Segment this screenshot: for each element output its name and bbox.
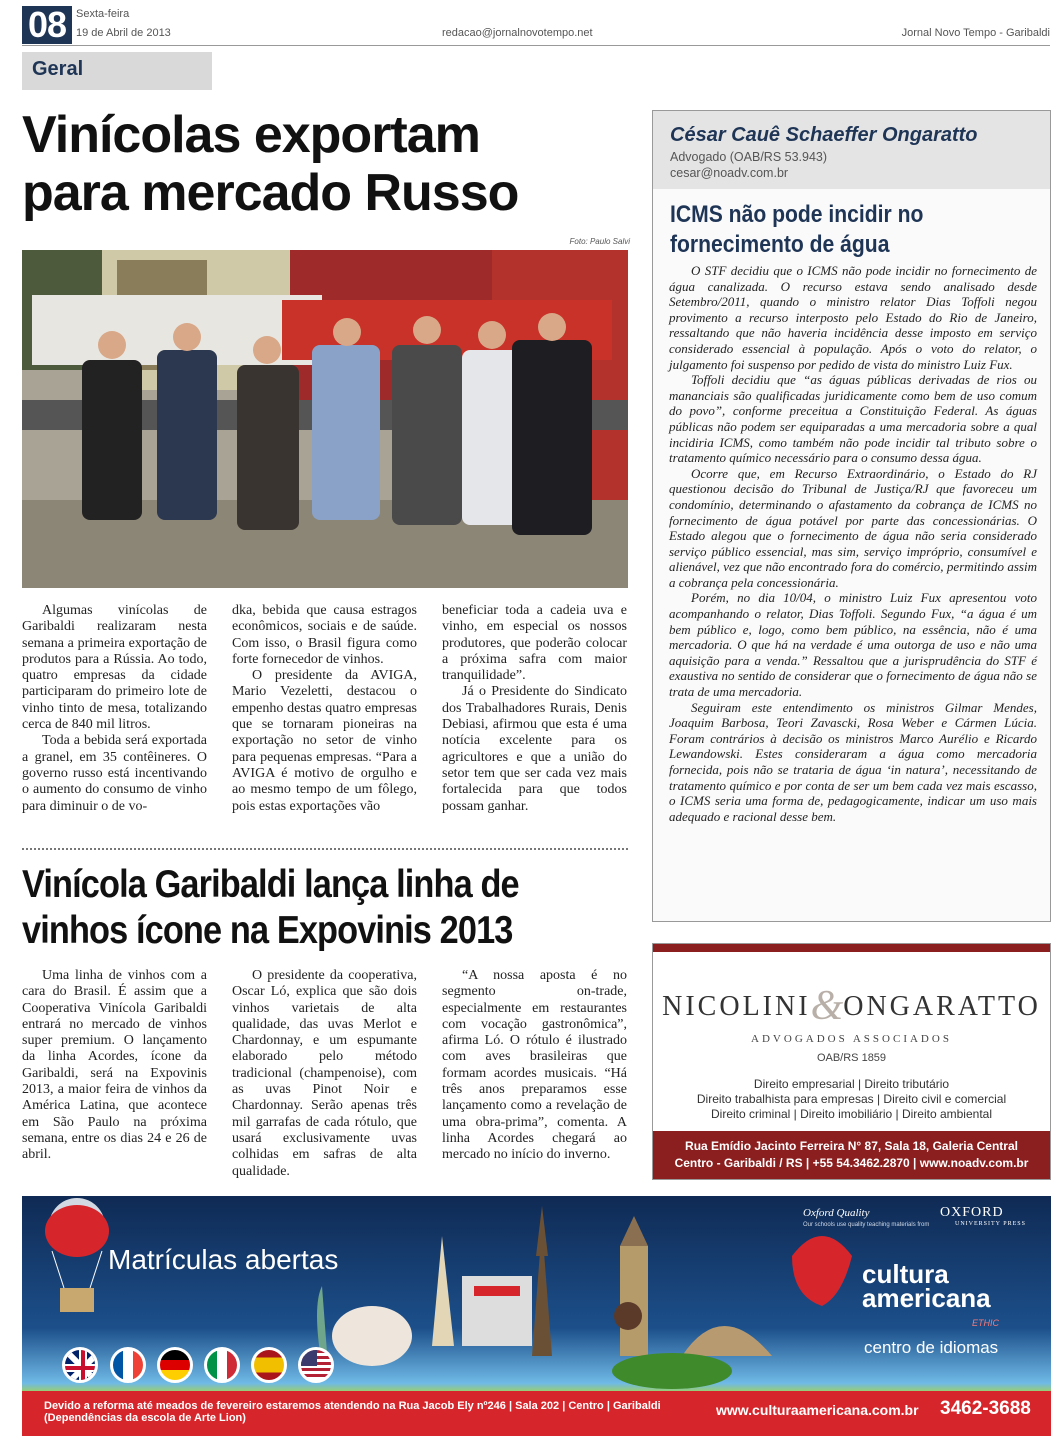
author-email: cesar@noadv.com.br [670, 166, 789, 180]
page-number: 08 [22, 6, 72, 44]
article1-column-1 [22, 603, 207, 815]
firm-name [652, 982, 1051, 1030]
usa-flag-icon [298, 1347, 334, 1383]
paragraph: Uma linha de vinhos com a cara do Brasil. É assim que a Cooperativa Vinícola Garibaldi entrará no mercado de vinhos super premium. O lançamento da linha Acordes, ícone da Garibaldi, será na Expovinis 2013, a maior feira de vinhos da América Latina, que acontece em São Paulo na próxima semana, entre os dias 24 e 26 de abril. [22, 968, 207, 1163]
firm-oab: OAB/RS 1859 [816, 1052, 887, 1064]
italy-flag-icon [204, 1347, 240, 1383]
article1-photo [22, 250, 628, 588]
ampersand-logo: & [810, 983, 844, 1029]
paragraph: dka, bebida que causa estragos econômicos, sociais e de saúde. Com isso, o Brasil figura como forte fornecedor de vinhos. [232, 603, 417, 667]
ad-top-bar [653, 944, 1050, 952]
paragraph: Toda a bebida será exportada a granel, em 35 contêineres. O governo russo está incentivando o aumento do consumo de vinho para diminuir o de vo- [22, 733, 207, 814]
practice-areas-1: Direito empresarial | Direito tributário [753, 1077, 950, 1091]
brand-line1: cultura [862, 1259, 949, 1289]
article2-headline-line2: vinhos ícone na Expovinis 2013 [22, 909, 513, 952]
paragraph: Algumas vinícolas de Garibaldi realizaram nesta semana a primeira exportação de produtos para a Rússia. Ao todo, quatro empresas da cidade participaram do primeiro lote de vinho tinto de mesa, totalizando cerca de 840 mil litros. [22, 603, 207, 733]
column-title-line1: ICMS não pode incidir no [670, 201, 924, 228]
issue-date: 19 de Abril de 2013 [76, 27, 171, 39]
article2-headline [22, 862, 638, 954]
column-title-line2: fornecimento de água [670, 231, 890, 258]
oxford-quality-label: Oxford Quality [803, 1207, 870, 1219]
spain-flag-icon [251, 1347, 287, 1383]
article2-column-2 [232, 968, 417, 1180]
paragraph: Porém, no dia 10/04, o ministro Luiz Fux apresentou voto acompanhando o relator, Dias Toffoli. Segundo Fux, “a água é um bem público e, logo, como bem público, na essência, não é uma mercadoria. O que há na verdade é uma outorga de uso e não uma aquisição para a venda.” Ressaltou que a jurisprudência do STF é exaustiva no sentido de considerar que o fornecimento de água não se trata de uma mercadoria. [669, 590, 1037, 700]
paragraph: beneficiar toda a cadeia uva e vinho, em especial os nossos produtores, que poderão colocar a próxima safra com maior tranquilidade”. [442, 603, 627, 684]
brand-line2: americana [862, 1283, 991, 1313]
paragraph: “A nossa aposta é no segmento on-trade, especialmente em restaurantes com vocação gastronômica”, afirma Ló. O rótulo é ilustrado com aves brasileiras que formam acordes musicais. “Há três anos preparamos esse lançamento como a revelação de uma obra-prima”, comenta. A linha Acordes chegará ao mercado no início do inverno. [442, 968, 627, 1163]
paragraph: O presidente da AVIGA, Mario Vezeletti, destacou o empenho destas quatro empresas que se tornaram pioneiras na exportação no setor de vinho para pequenas empresas. “Para a AVIGA é motivo de orgulho e ao mesmo tempo de um fôlego, pois estas exportações vão [232, 668, 417, 814]
brand-subtitle: centro de idiomas [864, 1338, 999, 1357]
paragraph: Ocorre que, em Recurso Extraordinário, o Estado do RJ questionou decisão do Tribunal de Justiça/RJ que favoreceu um condomínio, determinando o afastamento da cobrança de ICMS no fornecimento de água potável por parte das concessionárias. O Estado alegou que o fornecimento de água não seria considerado serviço público essencial, mas sim, serviço impróprio, consumível e alienável, vez que não encontrado fora do comércio, permitindo assim a cobrança pela concessionária. [669, 465, 1037, 590]
paragraph: O presidente da cooperativa, Oscar Ló, explica que são dois vinhos varietais de alta qualidade, das uvas Merlot e Chardonnay, e um espumante elaborado pelo método tradicional (champenoise), com as uvas Pinot Noir e Chardonnay. Serão apenas três mil garrafas de cada rótulo, que usará exclusivamente uvas colhidas em safras de alta qualidade. [232, 968, 417, 1179]
firm-name-right: ONGARATTO [843, 991, 1041, 1022]
article2-column-1 [22, 968, 207, 1164]
note-line1: Devido a reforma até meados de fevereiro estaremos atendendo na Rua Jacob Ely nº246 | Sala 202 | Centro | Garibaldi [44, 1400, 661, 1412]
newspaper-name: Jornal Novo Tempo - Garibaldi [901, 27, 1050, 39]
paragraph: Já o Presidente do Sindicato dos Trabalhadores Rurais, Denis Debiasi, afirmou que esta é uma notícia excelente para os agricultores e que a união do setor tem que ser cada vez mais fortalecida para que todos possam ganhar. [442, 684, 627, 814]
group-photo-illustration [22, 250, 628, 588]
relocation-note [44, 1400, 704, 1424]
ad-headline: Matrículas abertas [108, 1244, 339, 1275]
germany-flag-icon [157, 1347, 193, 1383]
uk-flag-icon [62, 1347, 98, 1383]
column-body [669, 263, 1037, 824]
article1-headline [22, 106, 632, 222]
column-title [670, 200, 996, 260]
photo-credit: Foto: Paulo Salvi [569, 237, 630, 246]
weekday: Sexta-feira [76, 8, 130, 20]
article2-headline-line1: Vinícola Garibaldi lança linha de [22, 863, 519, 906]
practice-areas-3: Direito criminal | Direito imobiliário | Direito ambiental [711, 1107, 992, 1121]
oxford-logo-sub: UNIVERSITY PRESS [955, 1221, 1026, 1227]
section-label: Geral [32, 58, 84, 80]
header-rule [22, 45, 1050, 46]
cultura-americana-logo [862, 1259, 991, 1313]
practice-areas-2: Direito trabalhista para empresas | Direito civil e comercial [696, 1092, 1007, 1106]
note-line2: (Dependências da escola de Arte Lion) [44, 1412, 246, 1424]
brand-tag: ETHIC [972, 1318, 999, 1328]
oxford-quality-tagline: Our schools use quality teaching materials from [803, 1222, 930, 1228]
paragraph: O STF decidiu que o ICMS não pode incidir no fornecimento de água canalizada. O recurso estava sendo analisado desde Setembro/2011, quando o ministro relator Dias Toffoli negou provimento a recurso interposto pelo Estado do Rio de Janeiro, ressaltando que não haveria incidência desse imposto em serviço considerado essencial à população. Após o voto do relator, o julgamento foi suspenso por pedido de vista do ministro Luiz Fux. [669, 263, 1037, 372]
article1-column-2 [232, 603, 417, 815]
author-role: Advogado (OAB/RS 53.943) [670, 150, 828, 164]
article1-headline-line2: para mercado Russo [22, 164, 519, 222]
firm-name-left: NICOLINI [662, 991, 811, 1022]
paragraph: Seguiram este entendimento os ministros Gilmar Mendes, Joaquim Barbosa, Teori Zavascki, Rosa Weber e Cármen Lúcia. Foram contrários à decisão os ministros Marco Aurélio e Ricardo Lewandowski. Estes consideraram a água como mercadoria fornecida, pois não se trataria de água ‘in natura’, necessitando de tratamento químico e por conta de ser um bem cada vez mais escasso, o ICMS seria uma forma de, pedagogicamente, indicar um uso mais adequado e racional desse bem. [669, 699, 1037, 824]
newsroom-email: redacao@jornalnovotempo.net [442, 27, 593, 39]
column-author: César Cauê Schaeffer Ongaratto [670, 124, 978, 146]
france-flag-icon [110, 1347, 146, 1383]
school-phone: 3462-3688 [940, 1398, 1031, 1419]
article1-headline-line1: Vinícolas exportam [22, 106, 480, 164]
firm-contact: Centro - Garibaldi / RS | +55 54.3462.2870 | www.noadv.com.br [674, 1156, 1029, 1170]
usa-flag-canton [301, 1350, 317, 1366]
school-website: www.culturaamericana.com.br [716, 1402, 919, 1418]
article1-column-3 [442, 603, 627, 815]
article2-column-3 [442, 968, 627, 1164]
article-separator [22, 848, 628, 850]
firm-address: Rua Emídio Jacinto Ferreira N° 87, Sala 18, Galeria Central [685, 1139, 1018, 1153]
paragraph: Toffoli decidiu que “as águas públicas derivadas de rios ou mananciais são qualificadas juridicamente como bem de uso comum do povo”, conforme preceitua a Constituição Federal. As águas públicas não podem ser equiparadas a uma mercadoria sobre a qual incidiria ICMS, como também não pode incidir tal tributo sobre o tratamento químico necessário para o consumo dessa água. [669, 372, 1037, 466]
oxford-logo: OXFORD [940, 1205, 1004, 1220]
firm-subtitle: ADVOGADOS ASSOCIADOS [751, 1033, 952, 1045]
